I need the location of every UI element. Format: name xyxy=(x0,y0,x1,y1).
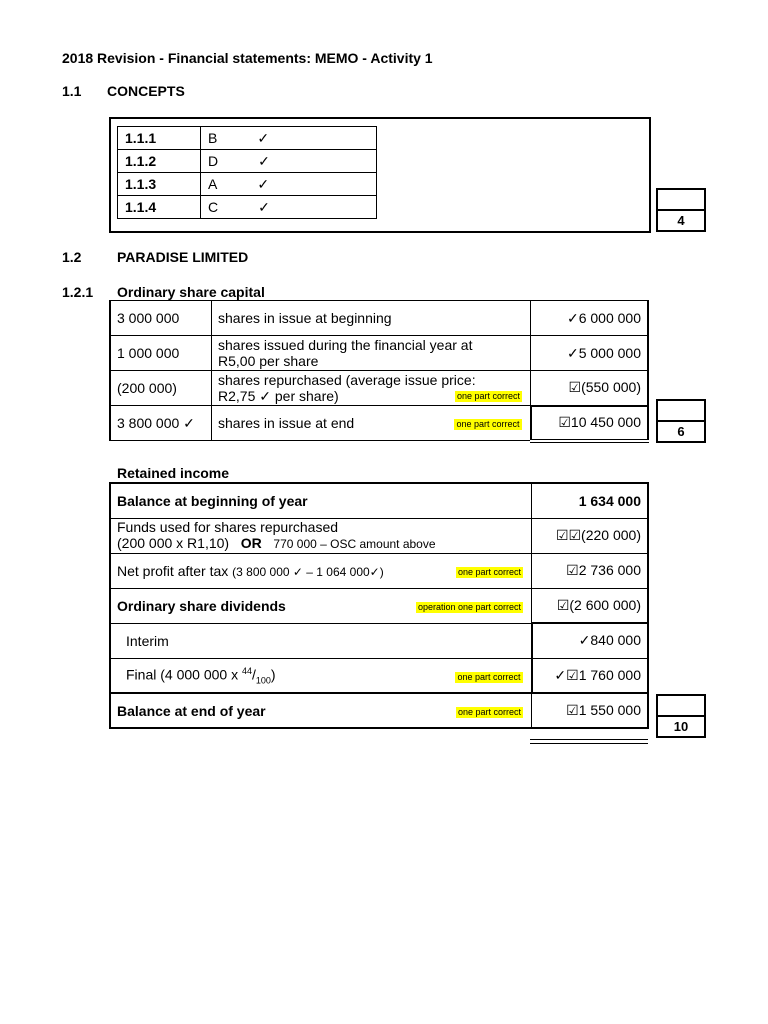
table-row xyxy=(118,150,377,173)
tick-mark: ✓ xyxy=(258,198,270,215)
ri-amount: ✓☑1 760 000 xyxy=(532,658,649,693)
ri-label-text: Balance at end of year xyxy=(117,702,266,719)
table-row xyxy=(110,693,648,728)
ri-amount: ☑(2 600 000) xyxy=(532,588,649,623)
share-qty: 1 000 000 xyxy=(110,336,212,371)
share-desc-line2: R2,75 ✓ per share) xyxy=(218,388,339,404)
section-1-2-number: 1.2 xyxy=(62,249,82,265)
ri-label-or: OR xyxy=(240,535,262,551)
concepts-box xyxy=(109,117,651,233)
fraction-denominator: 100 xyxy=(255,674,271,685)
ri-label-line1: Funds used for shares repurchased xyxy=(117,519,339,535)
ri-amount: 1 634 000 xyxy=(532,483,649,518)
ri-label-detail: (3 800 000 ✓ – 1 064 000✓) xyxy=(232,564,384,579)
ri-amount: ☑2 736 000 xyxy=(532,553,649,588)
share-amount: ☑(550 000) xyxy=(531,371,649,406)
table-row xyxy=(118,127,377,150)
share-desc: shares in issue at beginning xyxy=(212,301,531,336)
marks-value: 6 xyxy=(677,424,685,439)
question-number: 1.1.1 xyxy=(118,127,201,150)
ri-label xyxy=(110,588,532,623)
answer: B xyxy=(208,129,218,146)
share-desc-text: shares in issue at end xyxy=(218,415,355,431)
fraction-numerator: 44 xyxy=(241,665,252,676)
share-qty: 3 800 000 ✓ xyxy=(110,406,212,441)
highlight-note: one part correct xyxy=(457,671,521,682)
tick-mark: ✓ xyxy=(257,175,270,192)
answer-cell xyxy=(201,173,377,196)
ri-label: Final (4 000 000 x $^{44}/_{100}$) one part correct xyxy=(110,658,532,693)
question-number: 1.1.2 xyxy=(118,150,201,173)
tick-mark: ✓ xyxy=(257,129,270,146)
ri-label xyxy=(110,553,532,588)
section-1-2-title: PARADISE LIMITED xyxy=(117,249,249,265)
retained-income-title: Retained income xyxy=(117,465,230,481)
section-1-1-number: 1.1 xyxy=(62,83,82,99)
answer-cell xyxy=(201,127,377,150)
share-qty: (200 000) xyxy=(110,371,212,406)
table-row xyxy=(110,483,648,518)
table-row xyxy=(118,196,377,219)
marks-box-retained xyxy=(656,694,706,738)
share-amount: ✓5 000 000 xyxy=(531,336,649,371)
highlight-note: one part correct xyxy=(457,566,521,577)
document-heading: 2018 Revision - Financial statements: MEMO - Activity 1 xyxy=(62,50,433,66)
section-1-2-1-title: Ordinary share capital xyxy=(117,284,265,300)
highlight-note: one part correct xyxy=(456,391,520,401)
tick-mark: ✓ xyxy=(258,152,270,169)
table-row xyxy=(110,518,648,553)
marks-value: 4 xyxy=(677,213,685,228)
ri-label-close: ) xyxy=(270,666,276,683)
table-row xyxy=(110,623,648,658)
ri-amount: ✓840 000 xyxy=(532,623,649,658)
marks-value: 10 xyxy=(673,719,689,734)
highlight-note: one part correct xyxy=(456,419,520,429)
ri-label xyxy=(110,693,532,728)
concepts-table xyxy=(117,126,377,219)
table-row xyxy=(110,658,648,693)
table-row xyxy=(110,336,648,371)
share-desc xyxy=(212,371,531,406)
share-desc-line1: shares issued during the financial year at xyxy=(218,337,473,353)
share-desc-line2: R5,00 per share xyxy=(218,353,319,369)
share-desc xyxy=(212,336,531,371)
ri-amount: ☑☑(220 000) xyxy=(532,518,649,553)
ri-label-text: Ordinary share dividends xyxy=(117,597,286,614)
table-row xyxy=(118,173,377,196)
answer: C xyxy=(208,198,219,215)
retained-income-table xyxy=(109,482,649,729)
highlight-note: operation one part correct xyxy=(417,601,521,612)
share-desc xyxy=(212,406,531,441)
answer-cell xyxy=(201,196,377,219)
table-row xyxy=(110,301,648,336)
answer: D xyxy=(208,152,219,169)
share-capital-table xyxy=(109,300,649,443)
question-number: 1.1.4 xyxy=(118,196,201,219)
share-amount: ✓6 000 000 xyxy=(531,301,649,336)
section-1-1-title: CONCEPTS xyxy=(107,83,185,99)
ri-label xyxy=(110,518,532,553)
table-row xyxy=(110,588,648,623)
share-desc-line1: shares repurchased (average issue price: xyxy=(218,372,476,388)
ri-label-text: Final (4 000 000 x xyxy=(126,666,242,683)
ri-label: Balance at beginning of year xyxy=(110,483,532,518)
ri-label-line2b: 770 000 – OSC amount above xyxy=(273,537,436,551)
marks-box-1-1 xyxy=(656,188,706,232)
ri-label-line2a: (200 000 x R1,10) xyxy=(117,535,230,551)
table-row xyxy=(110,406,648,441)
share-amount: ☑10 450 000 xyxy=(531,406,649,441)
marks-box-1-2-1 xyxy=(656,399,706,443)
table-row xyxy=(110,553,648,588)
highlight-note: one part correct xyxy=(457,707,521,717)
answer: A xyxy=(208,175,218,192)
answer-cell xyxy=(201,150,377,173)
share-qty: 3 000 000 xyxy=(110,301,212,336)
ri-label: Interim xyxy=(110,623,532,658)
table-row xyxy=(110,371,648,406)
ri-label-text: Net profit after tax xyxy=(117,562,229,579)
section-1-2-1-number: 1.2.1 xyxy=(62,284,94,300)
question-number: 1.1.3 xyxy=(118,173,201,196)
double-underline xyxy=(530,739,648,744)
ri-amount: ☑1 550 000 xyxy=(532,693,649,728)
